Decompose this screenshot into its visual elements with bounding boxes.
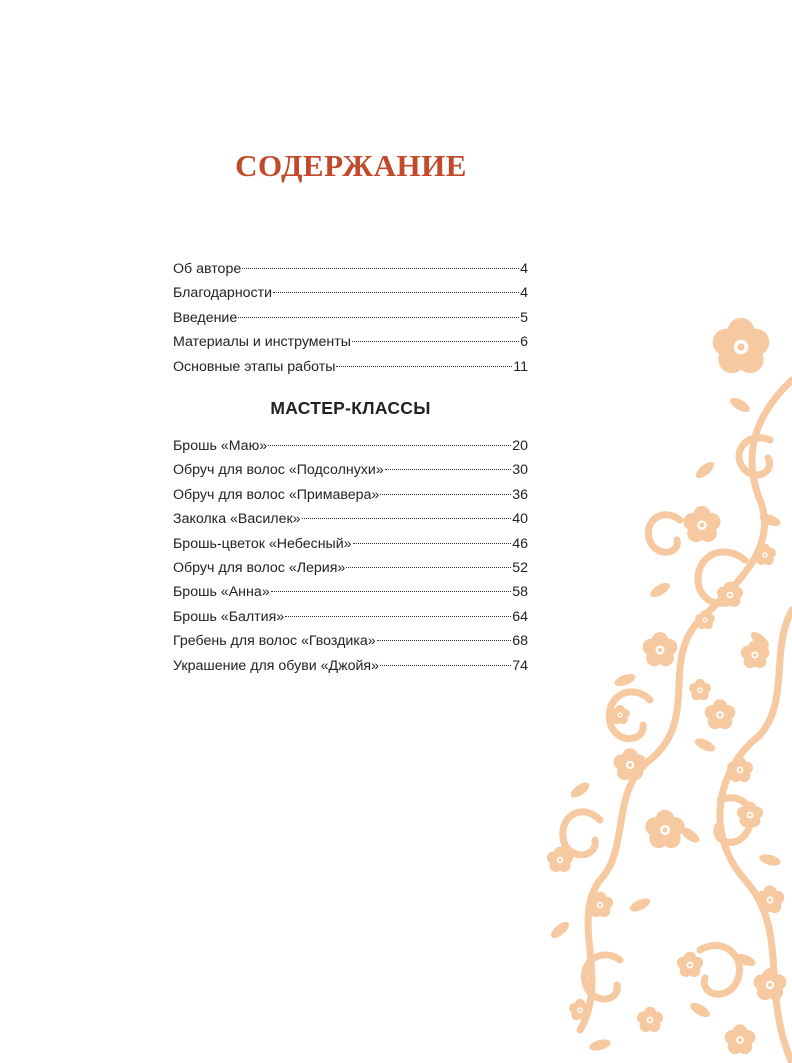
- ornament-leaf: [688, 1000, 712, 1020]
- toc-entry[interactable]: [173, 483, 528, 507]
- ornament-flower: [645, 810, 684, 848]
- ornament-leaf: [758, 852, 782, 867]
- toc-dot-leader: [242, 268, 519, 269]
- ornament-flower: [705, 699, 736, 729]
- toc-entry-page: 64: [512, 608, 528, 625]
- ornament-leaf: [628, 896, 652, 914]
- toc-entry[interactable]: [173, 257, 528, 281]
- toc-entry-label: Брошь «Балтия»: [173, 608, 285, 625]
- ornament-flower: [684, 506, 721, 542]
- toc-dot-leader: [385, 469, 512, 470]
- toc-entry[interactable]: [173, 654, 528, 678]
- toc-dot-leader: [353, 543, 512, 544]
- ornament-leaf: [693, 736, 717, 754]
- toc-entry[interactable]: [173, 605, 528, 629]
- toc-entry-label: Об авторе: [173, 261, 242, 277]
- toc-entry-page: 52: [512, 559, 528, 576]
- ornament-flower: [689, 679, 711, 700]
- toc-entry-label: Обруч для волос «Примавера»: [173, 486, 380, 503]
- toc-entry-page: 36: [512, 486, 528, 503]
- ornament-swirl: [648, 515, 680, 553]
- toc-entry-page: 4: [520, 261, 528, 277]
- toc-entry-page: 74: [512, 657, 528, 674]
- ornament-flower: [637, 1007, 663, 1032]
- toc-entry-page: 6: [520, 334, 528, 351]
- toc-entry-page: 30: [512, 462, 528, 479]
- ornament-flower: [643, 632, 678, 666]
- toc-dot-leader: [336, 366, 512, 367]
- ornament-leaf: [568, 780, 592, 801]
- ornament-flower: [754, 968, 787, 1000]
- ornament-flower: [614, 748, 647, 780]
- toc-entry-page: 4: [520, 285, 528, 302]
- toc-entry[interactable]: [173, 434, 528, 458]
- toc-entry-page: 58: [512, 584, 528, 601]
- toc-entry-label: Обруч для волос «Лерия»: [173, 559, 346, 576]
- ornament-leaf: [548, 919, 571, 941]
- toc-dot-leader: [346, 567, 511, 568]
- toc-dot-leader: [271, 591, 512, 592]
- ornament-flower: [737, 802, 763, 827]
- toc-entry[interactable]: [173, 355, 528, 379]
- toc-entry-page: 40: [512, 511, 528, 528]
- toc-entry-label: Благодарности: [173, 285, 273, 302]
- toc-entry-label: Заколка «Василек»: [173, 511, 301, 528]
- toc-entry-page: 20: [512, 438, 528, 454]
- ornament-leaf: [693, 459, 716, 481]
- toc-dot-leader: [285, 616, 511, 617]
- ornament-flower: [727, 757, 753, 782]
- toc-dot-leader: [352, 341, 519, 342]
- toc-entry[interactable]: [173, 532, 528, 556]
- ornament-leaf: [728, 395, 752, 415]
- section-heading: МАСТЕР-КЛАССЫ: [270, 398, 431, 418]
- ornament-leaf: [613, 672, 637, 689]
- page-title: СОДЕРЖАНИЕ: [235, 148, 467, 183]
- ornament-flower: [756, 885, 784, 913]
- toc-dot-leader: [380, 494, 511, 495]
- toc-entry-label: Основные этапы работы: [173, 358, 336, 375]
- toc-dot-leader: [268, 445, 511, 446]
- ornament-swirl: [700, 945, 740, 994]
- toc-dot-leader: [302, 518, 512, 519]
- toc-classes-list: [173, 434, 528, 678]
- toc-entry-label: Брошь-цветок «Небесный»: [173, 535, 352, 552]
- toc-entry[interactable]: [173, 629, 528, 653]
- toc-entry-label: Обруч для волос «Подсолнухи»: [173, 462, 384, 479]
- toc-entry-label: Материалы и инструменты: [173, 334, 351, 351]
- ornament-flower: [713, 318, 770, 373]
- toc-entry-label: Брошь «Анна»: [173, 584, 270, 601]
- toc-entry-page: 46: [512, 535, 528, 552]
- toc-entry-page: 11: [513, 358, 528, 375]
- toc-entry-label: Введение: [173, 309, 238, 326]
- toc-dot-leader: [273, 292, 519, 293]
- toc-entry-page: 5: [520, 309, 528, 326]
- toc-entry[interactable]: [173, 306, 528, 330]
- toc-dot-leader: [377, 640, 512, 641]
- toc-entry[interactable]: [173, 507, 528, 531]
- toc-entry-label: Гребень для волос «Гвоздика»: [173, 633, 376, 650]
- ornament-flower: [677, 952, 703, 977]
- toc-dot-leader: [380, 665, 511, 666]
- ornament-leaf: [588, 1037, 612, 1052]
- ornament-flower: [725, 1024, 756, 1054]
- toc-entry-label: Украшение для обуви «Джойя»: [173, 657, 379, 674]
- floral-ornament-icon: [530, 315, 792, 1063]
- toc-entry-page: 68: [512, 633, 528, 650]
- toc-entry[interactable]: [173, 281, 528, 305]
- toc-entry[interactable]: [173, 580, 528, 604]
- toc-general-list: [173, 257, 528, 379]
- ornament-swirl: [700, 380, 792, 620]
- toc-entry[interactable]: [173, 458, 528, 482]
- toc-entry-label: Брошь «Маю»: [173, 438, 268, 454]
- ornament-leaf: [648, 580, 672, 600]
- ornament-swirl: [760, 610, 792, 735]
- toc-entry[interactable]: [173, 330, 528, 354]
- ornament-swirl: [563, 812, 600, 855]
- toc-entry[interactable]: [173, 556, 528, 580]
- toc-dot-leader: [238, 317, 519, 318]
